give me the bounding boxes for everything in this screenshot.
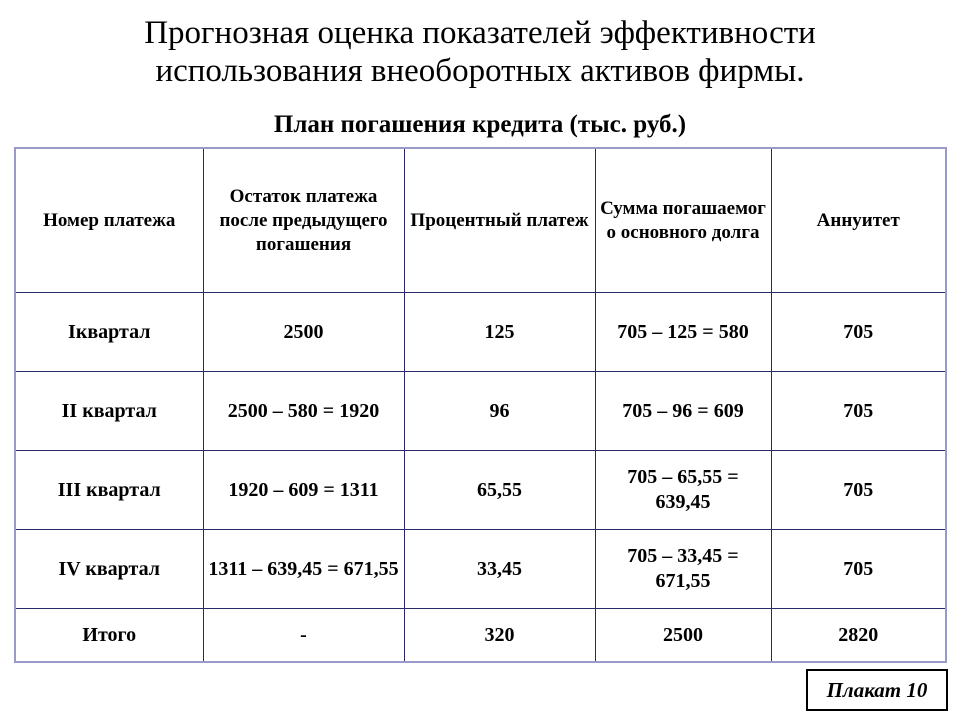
cell: 705 — [771, 530, 946, 609]
cell: III квартал — [15, 451, 203, 530]
cell: 2500 — [595, 609, 771, 663]
table-row — [15, 451, 946, 530]
cell: II квартал — [15, 372, 203, 451]
cell: 705 – 96 = 609 — [595, 372, 771, 451]
table-row — [15, 530, 946, 609]
cell: 705 — [771, 293, 946, 372]
cell: 2820 — [771, 609, 946, 663]
cell: 705 – 125 = 580 — [595, 293, 771, 372]
cell: 705 – 65,55 = 639,45 — [595, 451, 771, 530]
header-cell: Сумма погашаемог о основного долга — [595, 148, 771, 293]
cell: Iквартал — [15, 293, 203, 372]
poster-label: Плакат 10 — [806, 669, 948, 711]
cell: 1311 – 639,45 = 671,55 — [203, 530, 404, 609]
table-caption: План погашения кредита (тыс. руб.) — [273, 111, 687, 138]
header-cell: Номер платежа — [15, 148, 203, 293]
cell: 320 — [404, 609, 595, 663]
header-cell: Аннуитет — [771, 148, 946, 293]
cell: 1920 – 609 = 1311 — [203, 451, 404, 530]
title-line-2: использования внеоборотных активов фирмы. — [155, 53, 805, 89]
cell: 705 — [771, 451, 946, 530]
loan-repayment-table — [14, 147, 947, 663]
table-total-row — [15, 609, 946, 663]
table-row — [15, 293, 946, 372]
cell: 2500 — [203, 293, 404, 372]
cell: Итого — [15, 609, 203, 663]
title-line-1: Прогнозная оценка показателей эффективности — [144, 15, 816, 51]
slide-title — [0, 14, 960, 90]
cell: 65,55 — [404, 451, 595, 530]
cell: 2500 – 580 = 1920 — [203, 372, 404, 451]
cell: 96 — [404, 372, 595, 451]
table-header-row — [15, 148, 946, 293]
cell: IV квартал — [15, 530, 203, 609]
table-row — [15, 372, 946, 451]
header-cell: Процентный платеж — [404, 148, 595, 293]
cell: 33,45 — [404, 530, 595, 609]
cell: 125 — [404, 293, 595, 372]
header-cell: Остаток платежа после предыдущего погашения — [203, 148, 404, 293]
cell: 705 — [771, 372, 946, 451]
cell: - — [203, 609, 404, 663]
cell: 705 – 33,45 = 671,55 — [595, 530, 771, 609]
